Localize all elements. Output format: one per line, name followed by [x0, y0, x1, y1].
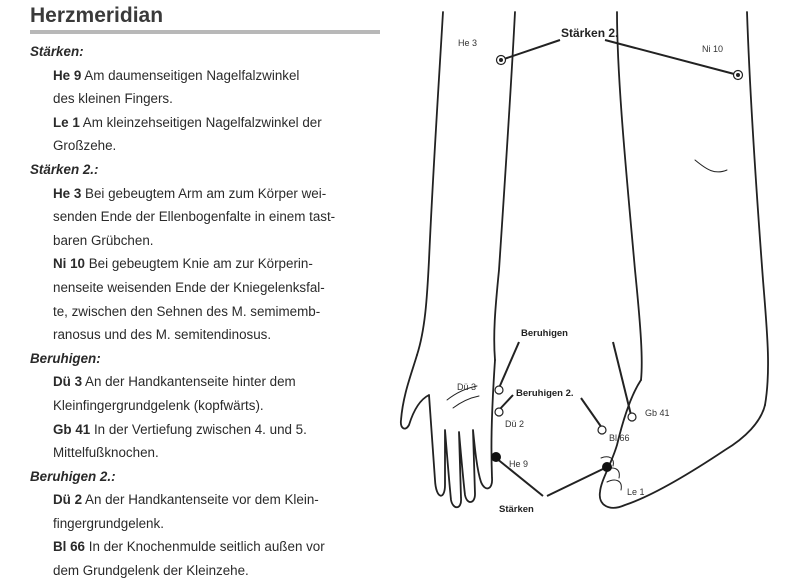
leader-line-beruhigen2-bl66: [581, 398, 602, 428]
point-code: Le 1: [53, 114, 80, 130]
knee-bend: [695, 160, 727, 172]
arm-outline-right: [494, 12, 515, 360]
point-desc-line: An der Handkantenseite hinter dem: [85, 374, 296, 390]
leader-line-beruhigen2-du2: [499, 395, 513, 410]
entry-bl66: [30, 535, 390, 582]
point-desc-line: Großzehe.: [53, 138, 117, 154]
point-desc-line: te, zwischen den Sehnen des M. semimemb-: [53, 303, 321, 319]
point-desc-line: In der Vertiefung zwischen 4. und 5.: [93, 421, 307, 437]
point-desc-line: Bei gebeugtem Arm am zum Körper wei-: [85, 185, 327, 201]
label-beruhigen-2: Beruhigen 2.: [516, 388, 574, 399]
palm-line: [453, 396, 479, 408]
point-gb41-marker: [628, 413, 636, 421]
point-desc-line: des kleinen Fingers.: [53, 91, 173, 107]
hand-outline: [401, 355, 495, 507]
page-title: Herzmeridian: [30, 4, 164, 27]
section-heading: Beruhigen:: [30, 350, 101, 366]
label-le1: Le 1: [627, 487, 645, 497]
label-gb41: Gb 41: [645, 408, 670, 418]
point-he3-marker: [497, 56, 506, 65]
leader-line-staerken-le1: [547, 468, 605, 496]
point-du3-marker: [495, 386, 503, 394]
leg-outline-left: [617, 12, 642, 380]
section-beruhigen-2: [30, 465, 390, 583]
label-du3: Dü 3: [457, 382, 477, 392]
toe-outline: [607, 480, 621, 490]
point-code: Bl 66: [53, 539, 86, 555]
section-heading: Stärken 2.:: [30, 161, 99, 177]
point-code: He 3: [53, 185, 82, 201]
label-ni10: Ni 10: [702, 44, 724, 54]
point-desc-line: dem Grundgelenk der Kleinzehe.: [53, 563, 249, 579]
point-desc-line: fingergrundgelenk.: [53, 515, 164, 531]
point-bl66-marker: [598, 426, 606, 434]
section-heading: Stärken:: [30, 44, 84, 59]
entry-le1: [30, 111, 390, 158]
label-bl66: Bl 66: [609, 433, 630, 443]
point-desc-line: Mittelfußknochen.: [53, 445, 159, 461]
entry-du3: [30, 370, 390, 417]
section-beruhigen: [30, 347, 390, 465]
entry-gb41: [30, 418, 390, 465]
point-desc-line: Bei gebeugtem Knie am zur Körperin-: [88, 256, 313, 272]
point-code: Ni 10: [53, 256, 86, 272]
point-desc-line: nenseite weisenden Ende der Kniegelenksfal-: [53, 279, 325, 295]
point-le1-marker: [602, 462, 612, 472]
text-column: [30, 40, 390, 583]
label-du2: Dü 2: [505, 419, 525, 429]
point-desc-line: senden Ende der Ellenbogenfalte in einem tast-: [53, 209, 336, 225]
point-desc-line: Am daumenseitigen Nagelfalzwinkel: [84, 67, 300, 83]
point-desc-line: ranosus und des M. semitendinosus.: [53, 327, 272, 343]
point-code: Dü 2: [53, 492, 83, 508]
label-he9: He 9: [509, 459, 529, 469]
point-desc-line: In der Knochenmulde seitlich außen vor: [88, 539, 325, 555]
point-he9-marker: [491, 452, 501, 462]
point-ni10-marker: [734, 71, 743, 80]
label-staerken-2: Stärken 2.: [561, 26, 619, 40]
section-staerken: [30, 40, 390, 158]
leader-line-beruhigen-du3: [499, 342, 519, 388]
arm-outline-left: [417, 12, 443, 355]
point-desc-line: Kleinfingergrundgelenk (kopfwärts).: [53, 397, 264, 413]
point-desc-line: An der Handkantenseite vor dem Klein-: [85, 492, 319, 508]
entry-ni10: [30, 252, 390, 346]
title-underline: [30, 30, 380, 34]
leader-line-beruhigen-gb41: [613, 342, 631, 415]
entry-he3: [30, 182, 390, 253]
point-desc-line: baren Grübchen.: [53, 232, 154, 248]
point-desc-line: Am kleinzehseitigen Nagelfalzwinkel der: [82, 114, 322, 130]
leg-outline-right: [747, 12, 768, 405]
point-code: He 9: [53, 67, 82, 83]
meridian-illustration: [395, 0, 808, 587]
label-staerken: Stärken: [499, 504, 534, 515]
label-he3: He 3: [458, 38, 478, 48]
leader-line-staerken2-he3: [501, 40, 560, 60]
entry-du2: [30, 488, 390, 535]
section-heading: Beruhigen 2.:: [30, 468, 116, 484]
point-code: Dü 3: [53, 374, 83, 390]
label-beruhigen: Beruhigen: [521, 328, 568, 339]
section-staerken-2: [30, 158, 390, 347]
entry-he9: [30, 64, 390, 111]
foot-outline: [600, 380, 765, 508]
point-code: Gb 41: [53, 421, 91, 437]
point-du2-marker: [495, 408, 503, 416]
